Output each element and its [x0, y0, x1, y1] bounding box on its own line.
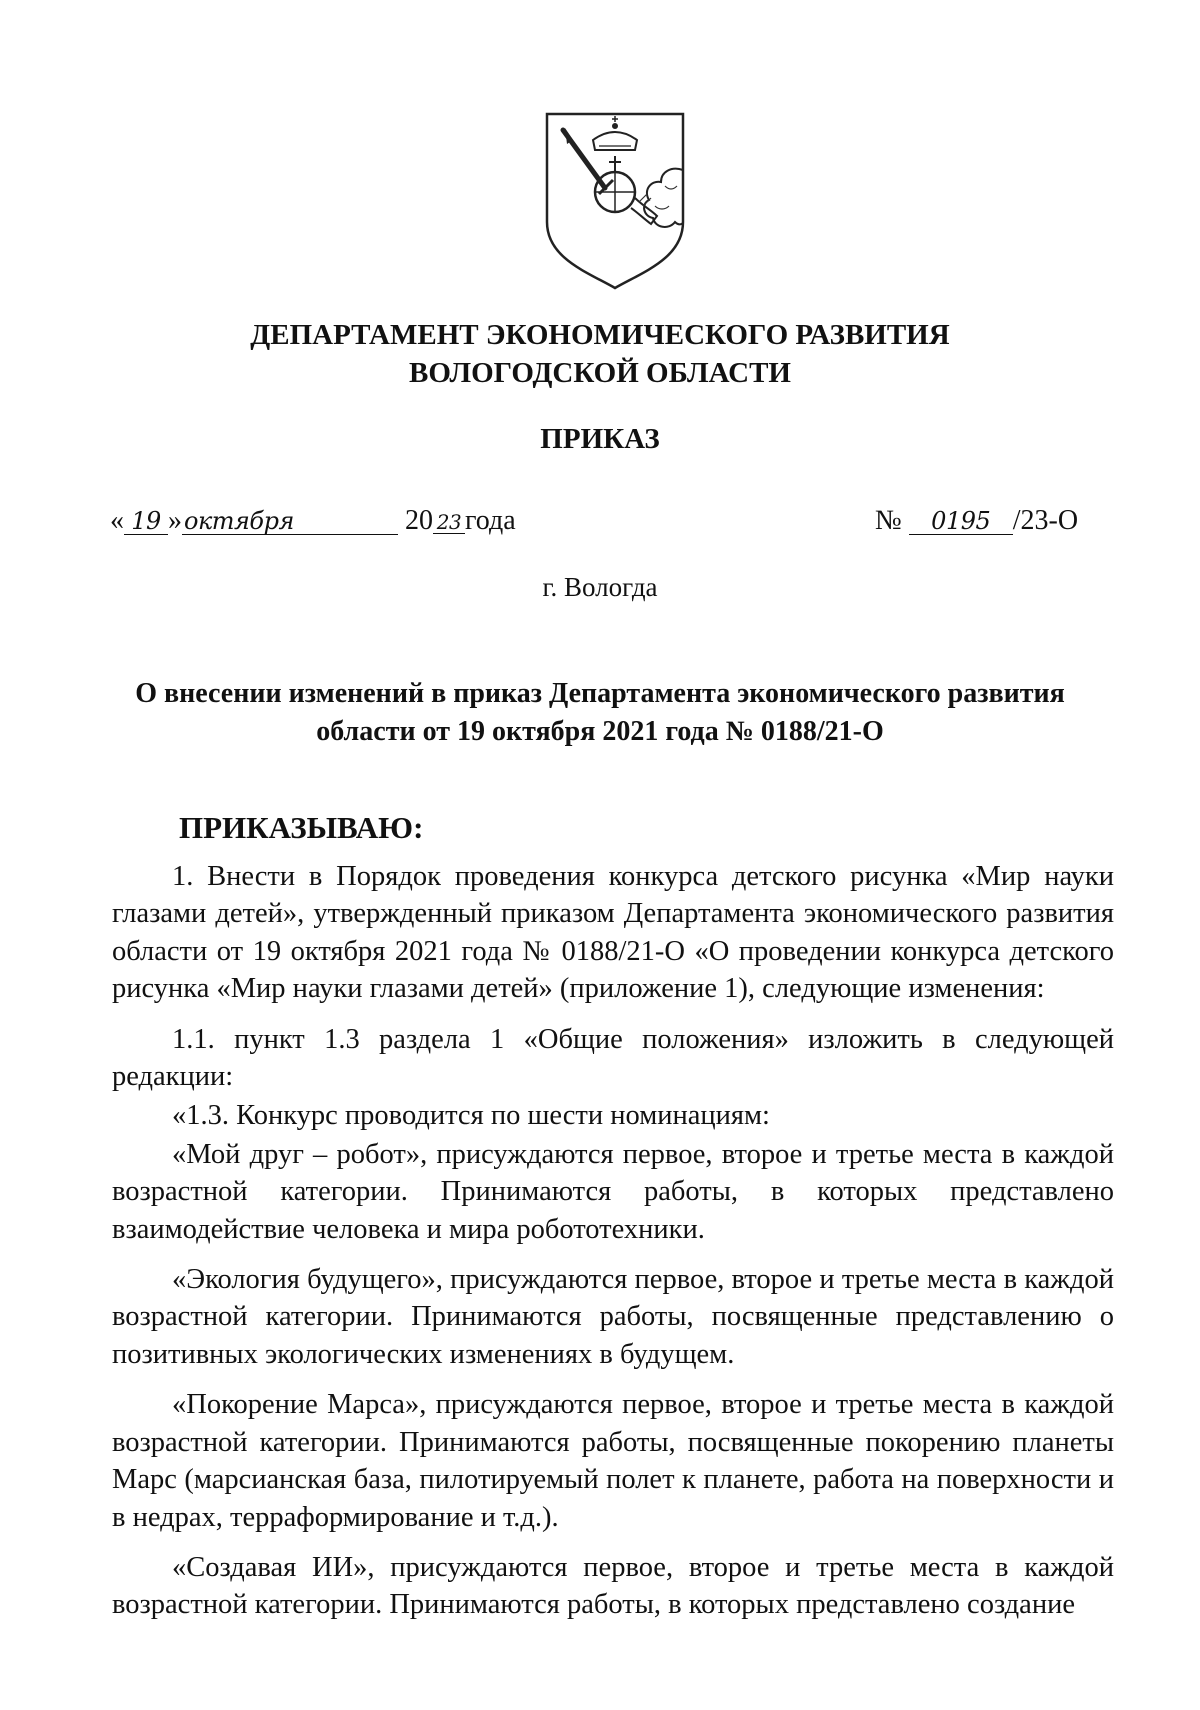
subject-line1: О внесении изменений в приказ Департамента экономического развития: [135, 678, 1065, 709]
vologda-oblast-coat-of-arms-icon: [543, 110, 687, 292]
order-date: [110, 505, 516, 537]
date-year-word: года: [465, 505, 516, 536]
number-suffix: /23-О: [1012, 505, 1079, 536]
date-year-prefix: 20: [405, 505, 433, 536]
order-directive: ПРИКАЗЫВАЮ:: [179, 810, 424, 845]
order-subject: [60, 675, 1140, 751]
date-open-quote: «: [110, 505, 124, 536]
number-handwritten: 0195: [909, 508, 1013, 535]
paragraph: «Покорение Марса», присуждаются первое, второе и третье места в каждой возрастной категории. Принимаются работы, посвященные покорению планеты Марс (марсианская база, пилотируемый полет к планете, работа на поверхности и в недрах, терраформирование и т.д.).: [112, 1389, 1114, 1533]
department-title-line2: ВОЛОГОДСКОЙ ОБЛАСТИ: [409, 357, 791, 389]
document-type-title: ПРИКАЗ: [540, 423, 660, 455]
date-month-handwritten: октября: [182, 508, 398, 535]
city-name: г. Вологда: [542, 572, 658, 602]
paragraph: 1.1. пункт 1.3 раздела 1 «Общие положения» изложить в следующей редакции:: [112, 1023, 1114, 1093]
document-body: [112, 858, 1114, 1625]
subject-line2: области от 19 октября 2021 года № 0188/21-О: [316, 716, 884, 747]
date-year-handwritten: 23: [433, 511, 465, 534]
paragraph: «Экология будущего», присуждаются первое, второе и третье места в каждой возрастной категории. Принимаются работы, посвященные представлению о позитивных экологических изменениях в будущем.: [112, 1264, 1114, 1370]
department-title-line1: ДЕПАРТАМЕНТ ЭКОНОМИЧЕСКОГО РАЗВИТИЯ: [250, 319, 950, 351]
department-title: [0, 316, 1200, 392]
paragraph: «1.3. Конкурс проводится по шести номинациям:: [172, 1099, 770, 1131]
order-number: [875, 505, 1078, 537]
date-close-quote: »: [168, 505, 182, 536]
paragraph: 1. Внести в Порядок проведения конкурса детского рисунка «Мир науки глазами детей», утвержденный приказом Департамента экономического развития области от 19 октября 2021 года № 0188/21-О «О проведении конкурса детского рисунка «Мир науки глазами детей» (приложение 1), следующие изменения:: [112, 861, 1114, 1005]
date-day-handwritten: 19: [124, 508, 168, 535]
paragraph: «Мой друг – робот», присуждаются первое, второе и третье места в каждой возрастной категории. Принимаются работы, в которых представлено взаимодействие человека и мира робототехники.: [112, 1138, 1114, 1245]
number-sign: №: [875, 505, 902, 536]
paragraph: «Создавая ИИ», присуждаются первое, второе и третье места в каждой возрастной категории. Принимаются работы, в которых представлено создание: [112, 1551, 1114, 1621]
